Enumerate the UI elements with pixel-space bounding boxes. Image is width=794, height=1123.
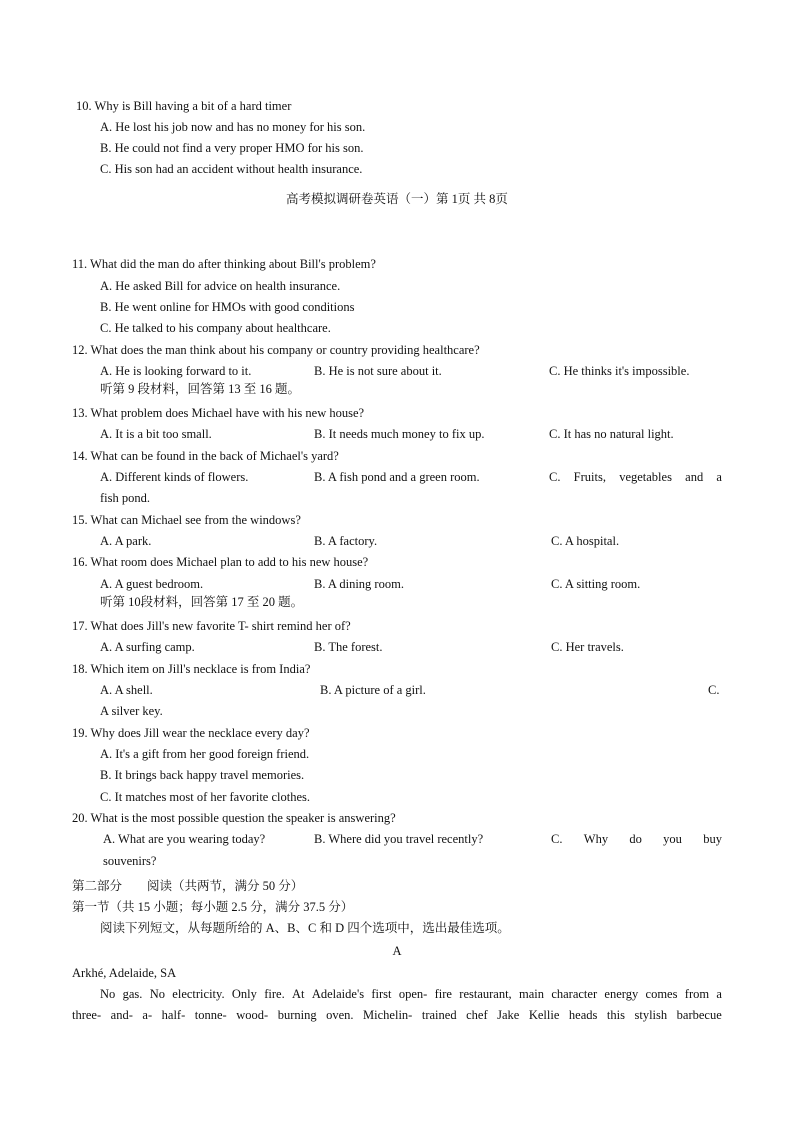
question-15-option-c: C. A hospital. xyxy=(551,534,620,548)
passage-word: character xyxy=(551,987,598,1001)
passage-word: restaurant, xyxy=(459,987,512,1001)
question-19-stem: 19. Why does Jill wear the necklace every day? xyxy=(72,726,310,740)
question-17-stem: 17. What does Jill's new favorite T- shirt remind her of? xyxy=(72,619,351,633)
passage-word: Only xyxy=(231,987,257,1001)
question-12-stem: 12. What does the man think about his company or country providing healthcare? xyxy=(72,343,480,357)
question-15-stem: 15. What can Michael see from the windows? xyxy=(72,513,301,527)
question-20-option-a: A. What are you wearing today? xyxy=(103,832,266,846)
passage-word: heads xyxy=(568,1008,598,1022)
passage-word: At xyxy=(292,987,305,1001)
question-11-option-b: B. He went online for HMOs with good conditions xyxy=(100,300,355,314)
question-12-option-a: A. He is looking forward to it. xyxy=(100,364,252,378)
passage-word: a xyxy=(716,987,722,1001)
passage-word: a- xyxy=(142,1008,153,1022)
passage-word: this xyxy=(606,1008,625,1022)
word: Why xyxy=(583,832,609,846)
word: you xyxy=(663,832,682,846)
question-10-stem: 10. Why is Bill having a bit of a hard timer xyxy=(76,99,292,113)
question-18-option-b: B. A picture of a girl. xyxy=(320,683,426,697)
passage-word: oven. xyxy=(326,1008,354,1022)
passage-line-2 xyxy=(72,1007,722,1023)
question-15-option-a: A. A park. xyxy=(100,534,152,548)
passage-word: gas. xyxy=(122,987,143,1001)
passage-word: half- xyxy=(161,1008,186,1022)
word: and xyxy=(685,470,704,484)
word: do xyxy=(629,832,642,846)
question-20-stem: 20. What is the most possible question the speaker is answering? xyxy=(72,811,396,825)
question-18-option-a: A. A shell. xyxy=(100,683,153,697)
word: C. xyxy=(551,832,563,846)
question-18-stem: 18. Which item on Jill's necklace is from India? xyxy=(72,662,311,676)
question-16-option-b: B. A dining room. xyxy=(314,577,404,591)
question-13-option-b: B. It needs much money to fix up. xyxy=(314,427,485,441)
question-13-option-c: C. It has no natural light. xyxy=(549,427,674,441)
passage-line-1 xyxy=(100,986,722,1002)
word: C. xyxy=(549,470,561,484)
question-12-option-b: B. He is not sure about it. xyxy=(314,364,442,378)
section-heading-9: 听第 9 段材料，回答第 13 至 16 题。 xyxy=(100,382,301,396)
section-heading-10: 听第 10段材料，回答第 17 至 20 题。 xyxy=(100,595,304,609)
passage-word: electricity. xyxy=(172,987,225,1001)
question-13-stem: 13. What problem does Michael have with his new house? xyxy=(72,406,365,420)
question-14-option-b: B. A fish pond and a green room. xyxy=(314,470,480,484)
passage-word: comes xyxy=(645,987,678,1001)
question-20-option-b: B. Where did you travel recently? xyxy=(314,832,484,846)
question-16-option-c: C. A sitting room. xyxy=(551,577,641,591)
instructions: 阅读下列短文，从每题所给的 A、B、C 和 D 四个选项中，选出最佳选项。 xyxy=(100,921,510,935)
passage-word: Michelin- xyxy=(363,1008,413,1022)
passage-word: main xyxy=(519,987,544,1001)
question-19-option-c: C. It matches most of her favorite clothes. xyxy=(100,790,311,804)
question-10-option-c: C. His son had an accident without health insurance. xyxy=(100,162,363,176)
passage-word: barbecue xyxy=(676,1008,722,1022)
passage-word: Jake xyxy=(497,1008,520,1022)
word: Fruits, xyxy=(573,470,606,484)
question-14-stem: 14. What can be found in the back of Michael's yard? xyxy=(72,449,339,463)
word: buy xyxy=(703,832,722,846)
question-19-option-b: B. It brings back happy travel memories. xyxy=(100,768,305,782)
question-20-option-c-continued: souvenirs? xyxy=(103,854,157,868)
passage-word: No xyxy=(149,987,165,1001)
passage-word: Adelaide's xyxy=(311,987,365,1001)
question-13-option-a: A. It is a bit too small. xyxy=(100,427,212,441)
question-17-option-a: A. A surfing camp. xyxy=(100,640,195,654)
question-16-stem: 16. What room does Michael plan to add to his new house? xyxy=(72,555,369,569)
question-10-option-b: B. He could not find a very proper HMO for his son. xyxy=(100,141,364,155)
passage-letter: A xyxy=(392,944,402,958)
question-11-stem: 11. What did the man do after thinking about Bill's problem? xyxy=(72,257,376,271)
passage-word: tonne- xyxy=(194,1008,227,1022)
question-16-option-a: A. A guest bedroom. xyxy=(100,577,204,591)
passage-word: wood- xyxy=(236,1008,269,1022)
passage-word: fire. xyxy=(264,987,285,1001)
word: a xyxy=(716,470,722,484)
question-17-option-b: B. The forest. xyxy=(314,640,383,654)
passage-word: energy xyxy=(604,987,639,1001)
passage-word: from xyxy=(684,987,710,1001)
passage-title: Arkhé, Adelaide, SA xyxy=(72,966,177,980)
question-18-option-c-label: C. xyxy=(708,683,720,697)
passage-word: first xyxy=(371,987,392,1001)
question-14-option-c-continued: fish pond. xyxy=(100,491,150,505)
question-15-option-b: B. A factory. xyxy=(314,534,378,548)
question-14-option-a: A. Different kinds of flowers. xyxy=(100,470,249,484)
passage-word: trained xyxy=(421,1008,457,1022)
passage-word: three- xyxy=(72,1008,102,1022)
page-footer: 高考模拟调研卷英语（一）第 1页 共 8页 xyxy=(286,192,508,206)
passage-word: fire xyxy=(434,987,452,1001)
passage-word: chef xyxy=(466,1008,488,1022)
passage-word: No xyxy=(100,987,116,1001)
question-19-option-a: A. It's a gift from her good foreign friend. xyxy=(100,747,310,761)
passage-word: stylish xyxy=(634,1008,668,1022)
passage-word: and- xyxy=(110,1008,133,1022)
question-14-option-c xyxy=(549,469,722,485)
question-20-option-c xyxy=(551,831,722,847)
passage-word: burning xyxy=(277,1008,317,1022)
section-heading: 第一节（共 15 小题；每小题 2.5 分，满分 37.5 分） xyxy=(72,900,354,914)
question-11-option-c: C. He talked to his company about healthcare. xyxy=(100,321,331,335)
question-18-option-c-continued: A silver key. xyxy=(100,704,163,718)
question-10-option-a: A. He lost his job now and has no money for his son. xyxy=(100,120,366,134)
question-11-option-a: A. He asked Bill for advice on health insurance. xyxy=(100,279,341,293)
passage-word: open- xyxy=(398,987,428,1001)
question-17-option-c: C. Her travels. xyxy=(551,640,624,654)
part-heading: 第二部分 阅读（共两节，满分 50 分） xyxy=(72,879,304,893)
word: vegetables xyxy=(619,470,672,484)
question-12-option-c: C. He thinks it's impossible. xyxy=(549,364,690,378)
passage-word: Kellie xyxy=(528,1008,560,1022)
